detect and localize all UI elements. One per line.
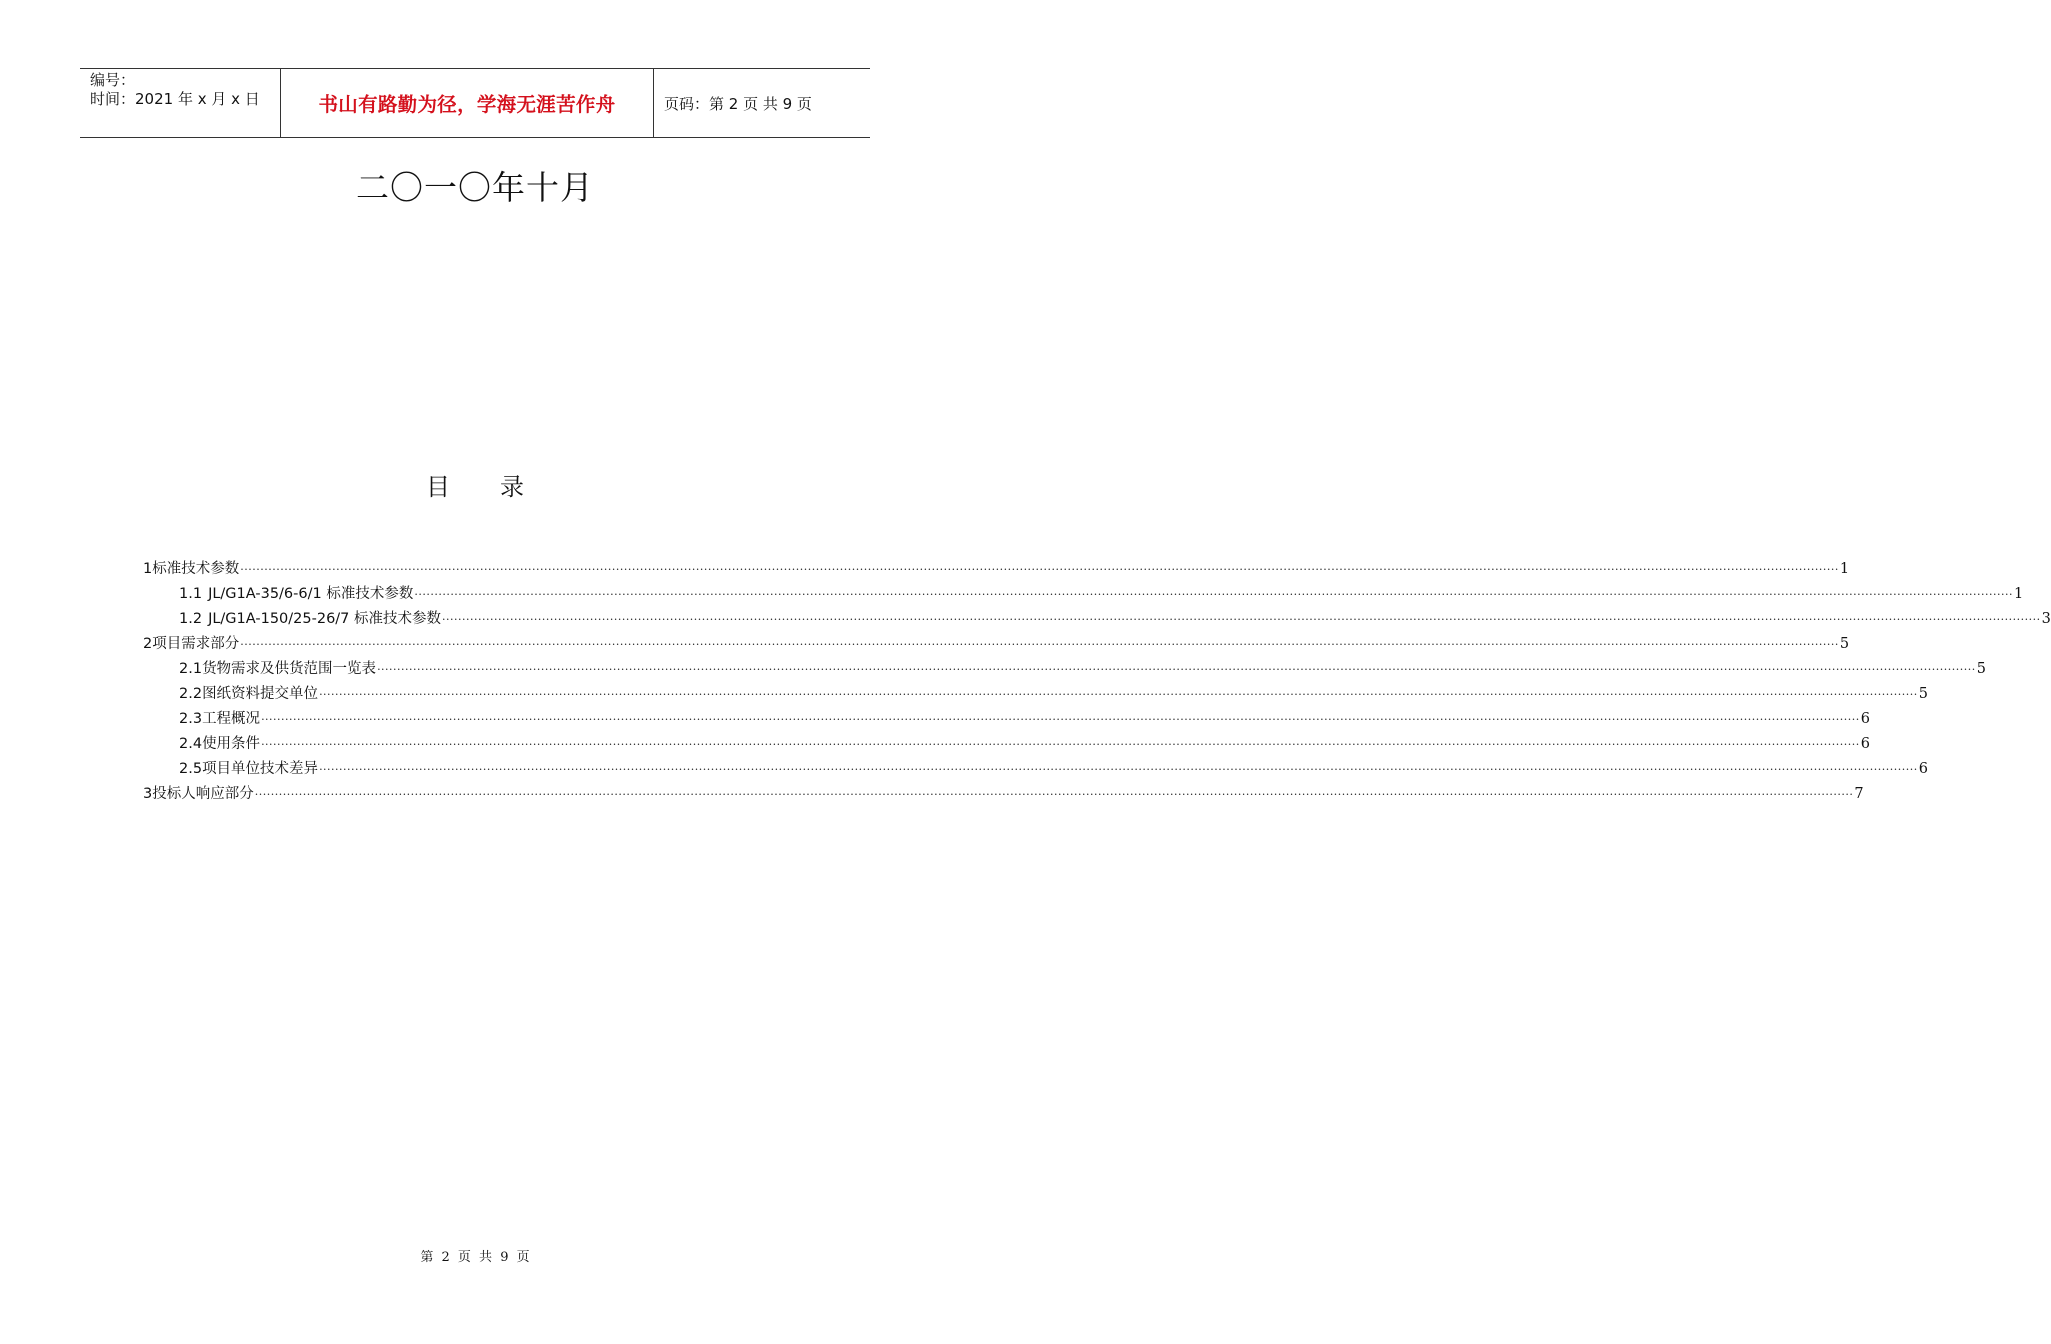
- toc-entry-label: 项目需求部分: [152, 636, 240, 652]
- toc-entry-page: 6: [1860, 711, 1870, 727]
- toc-entry-label: 项目单位技术差异: [202, 761, 319, 777]
- toc-leader-dots: ················································································································································································································································································································································································································: [254, 788, 1854, 801]
- toc-entry-number: 1.2: [179, 611, 203, 627]
- toc-entry-number: 2.2: [179, 686, 203, 702]
- toc-entry-number: 2.3: [179, 711, 203, 727]
- toc-entry-label: 投标人响应部分: [152, 786, 254, 802]
- toc-leader-dots: ················································································································································································································································································································································································································: [261, 713, 1860, 726]
- toc-leader-dots: ················································································································································································································································································································································································································: [240, 563, 1839, 576]
- toc-entry-page: 3: [2041, 611, 2051, 627]
- toc-entry[interactable]: [143, 757, 1928, 782]
- header-motto-cell: [281, 69, 654, 137]
- toc-entry-number: 3: [143, 786, 153, 802]
- toc-entry[interactable]: [143, 607, 2051, 632]
- toc-title-part-1: 目: [426, 473, 450, 501]
- toc-entry-label: 货物需求及供货范围一览表: [202, 661, 377, 677]
- toc-entry-page: 5: [1976, 661, 1986, 677]
- toc-entry-number: 2: [143, 636, 153, 652]
- toc-entry[interactable]: [143, 732, 1870, 757]
- toc-entry-number: 2.1: [179, 661, 203, 677]
- toc-entry-number: 2.5: [179, 761, 203, 777]
- header-motto: 书山有路勤为径，学海无涯苦作舟: [318, 93, 616, 116]
- header-page-cell: [654, 69, 870, 137]
- toc-entry[interactable]: [143, 782, 1864, 807]
- toc-entry-label: 工程概况: [202, 711, 261, 727]
- toc-leader-dots: ················································································································································································································································································································································································································: [240, 638, 1839, 651]
- toc-entry-page: 7: [1854, 786, 1864, 802]
- toc-entry-label: JL/G1A-35/6-6/1 标准技术参数: [208, 586, 414, 602]
- toc-entry-page: 1: [1839, 561, 1850, 577]
- toc-entry-number: 2.4: [179, 736, 203, 752]
- page-footer: 第 2 页 共 9 页: [420, 1250, 530, 1265]
- toc-title-part-2: 录: [500, 473, 524, 501]
- toc-entry-page: 6: [1860, 736, 1870, 752]
- header-page-info: 页码：第 2 页 共 9 页: [664, 94, 812, 113]
- table-of-contents: [143, 557, 2051, 807]
- toc-entry[interactable]: [143, 707, 1870, 732]
- toc-entry[interactable]: [143, 657, 1986, 682]
- toc-entry-label: 标准技术参数: [152, 561, 240, 577]
- toc-leader-dots: ················································································································································································································································································································································································································: [319, 763, 1918, 776]
- toc-leader-dots: ················································································································································································································································································································································································································: [414, 588, 2013, 601]
- toc-entry[interactable]: [143, 682, 1928, 707]
- document-time-label: 时间：2021 年 x 月 x 日: [90, 90, 260, 108]
- toc-leader-dots: ················································································································································································································································································································································································································: [442, 613, 2041, 626]
- toc-leader-dots: ················································································································································································································································································································································································································: [377, 663, 1976, 676]
- toc-leader-dots: ················································································································································································································································································································································································································: [261, 738, 1860, 751]
- toc-title: [0, 467, 950, 502]
- toc-entry[interactable]: [143, 632, 1850, 657]
- header-info-cell: [80, 69, 281, 137]
- toc-entry[interactable]: [143, 557, 1850, 582]
- date-title: 二〇一〇年十月: [356, 168, 594, 207]
- toc-entry-page: 1: [2013, 586, 2024, 602]
- toc-entry[interactable]: [143, 582, 2024, 607]
- toc-entry-label: 使用条件: [202, 736, 261, 752]
- toc-entry-label: JL/G1A-150/25-26/7 标准技术参数: [208, 611, 442, 627]
- toc-entry-number: 1.1: [179, 586, 203, 602]
- toc-entry-page: 5: [1918, 686, 1928, 702]
- toc-entry-page: 6: [1918, 761, 1928, 777]
- page-header: [80, 68, 870, 138]
- toc-leader-dots: ················································································································································································································································································································································································································: [319, 688, 1918, 701]
- toc-entry-label: 图纸资料提交单位: [202, 686, 319, 702]
- document-number-label: 编号：: [90, 71, 136, 89]
- toc-entry-page: 5: [1839, 636, 1850, 652]
- toc-entry-number: 1: [143, 561, 153, 577]
